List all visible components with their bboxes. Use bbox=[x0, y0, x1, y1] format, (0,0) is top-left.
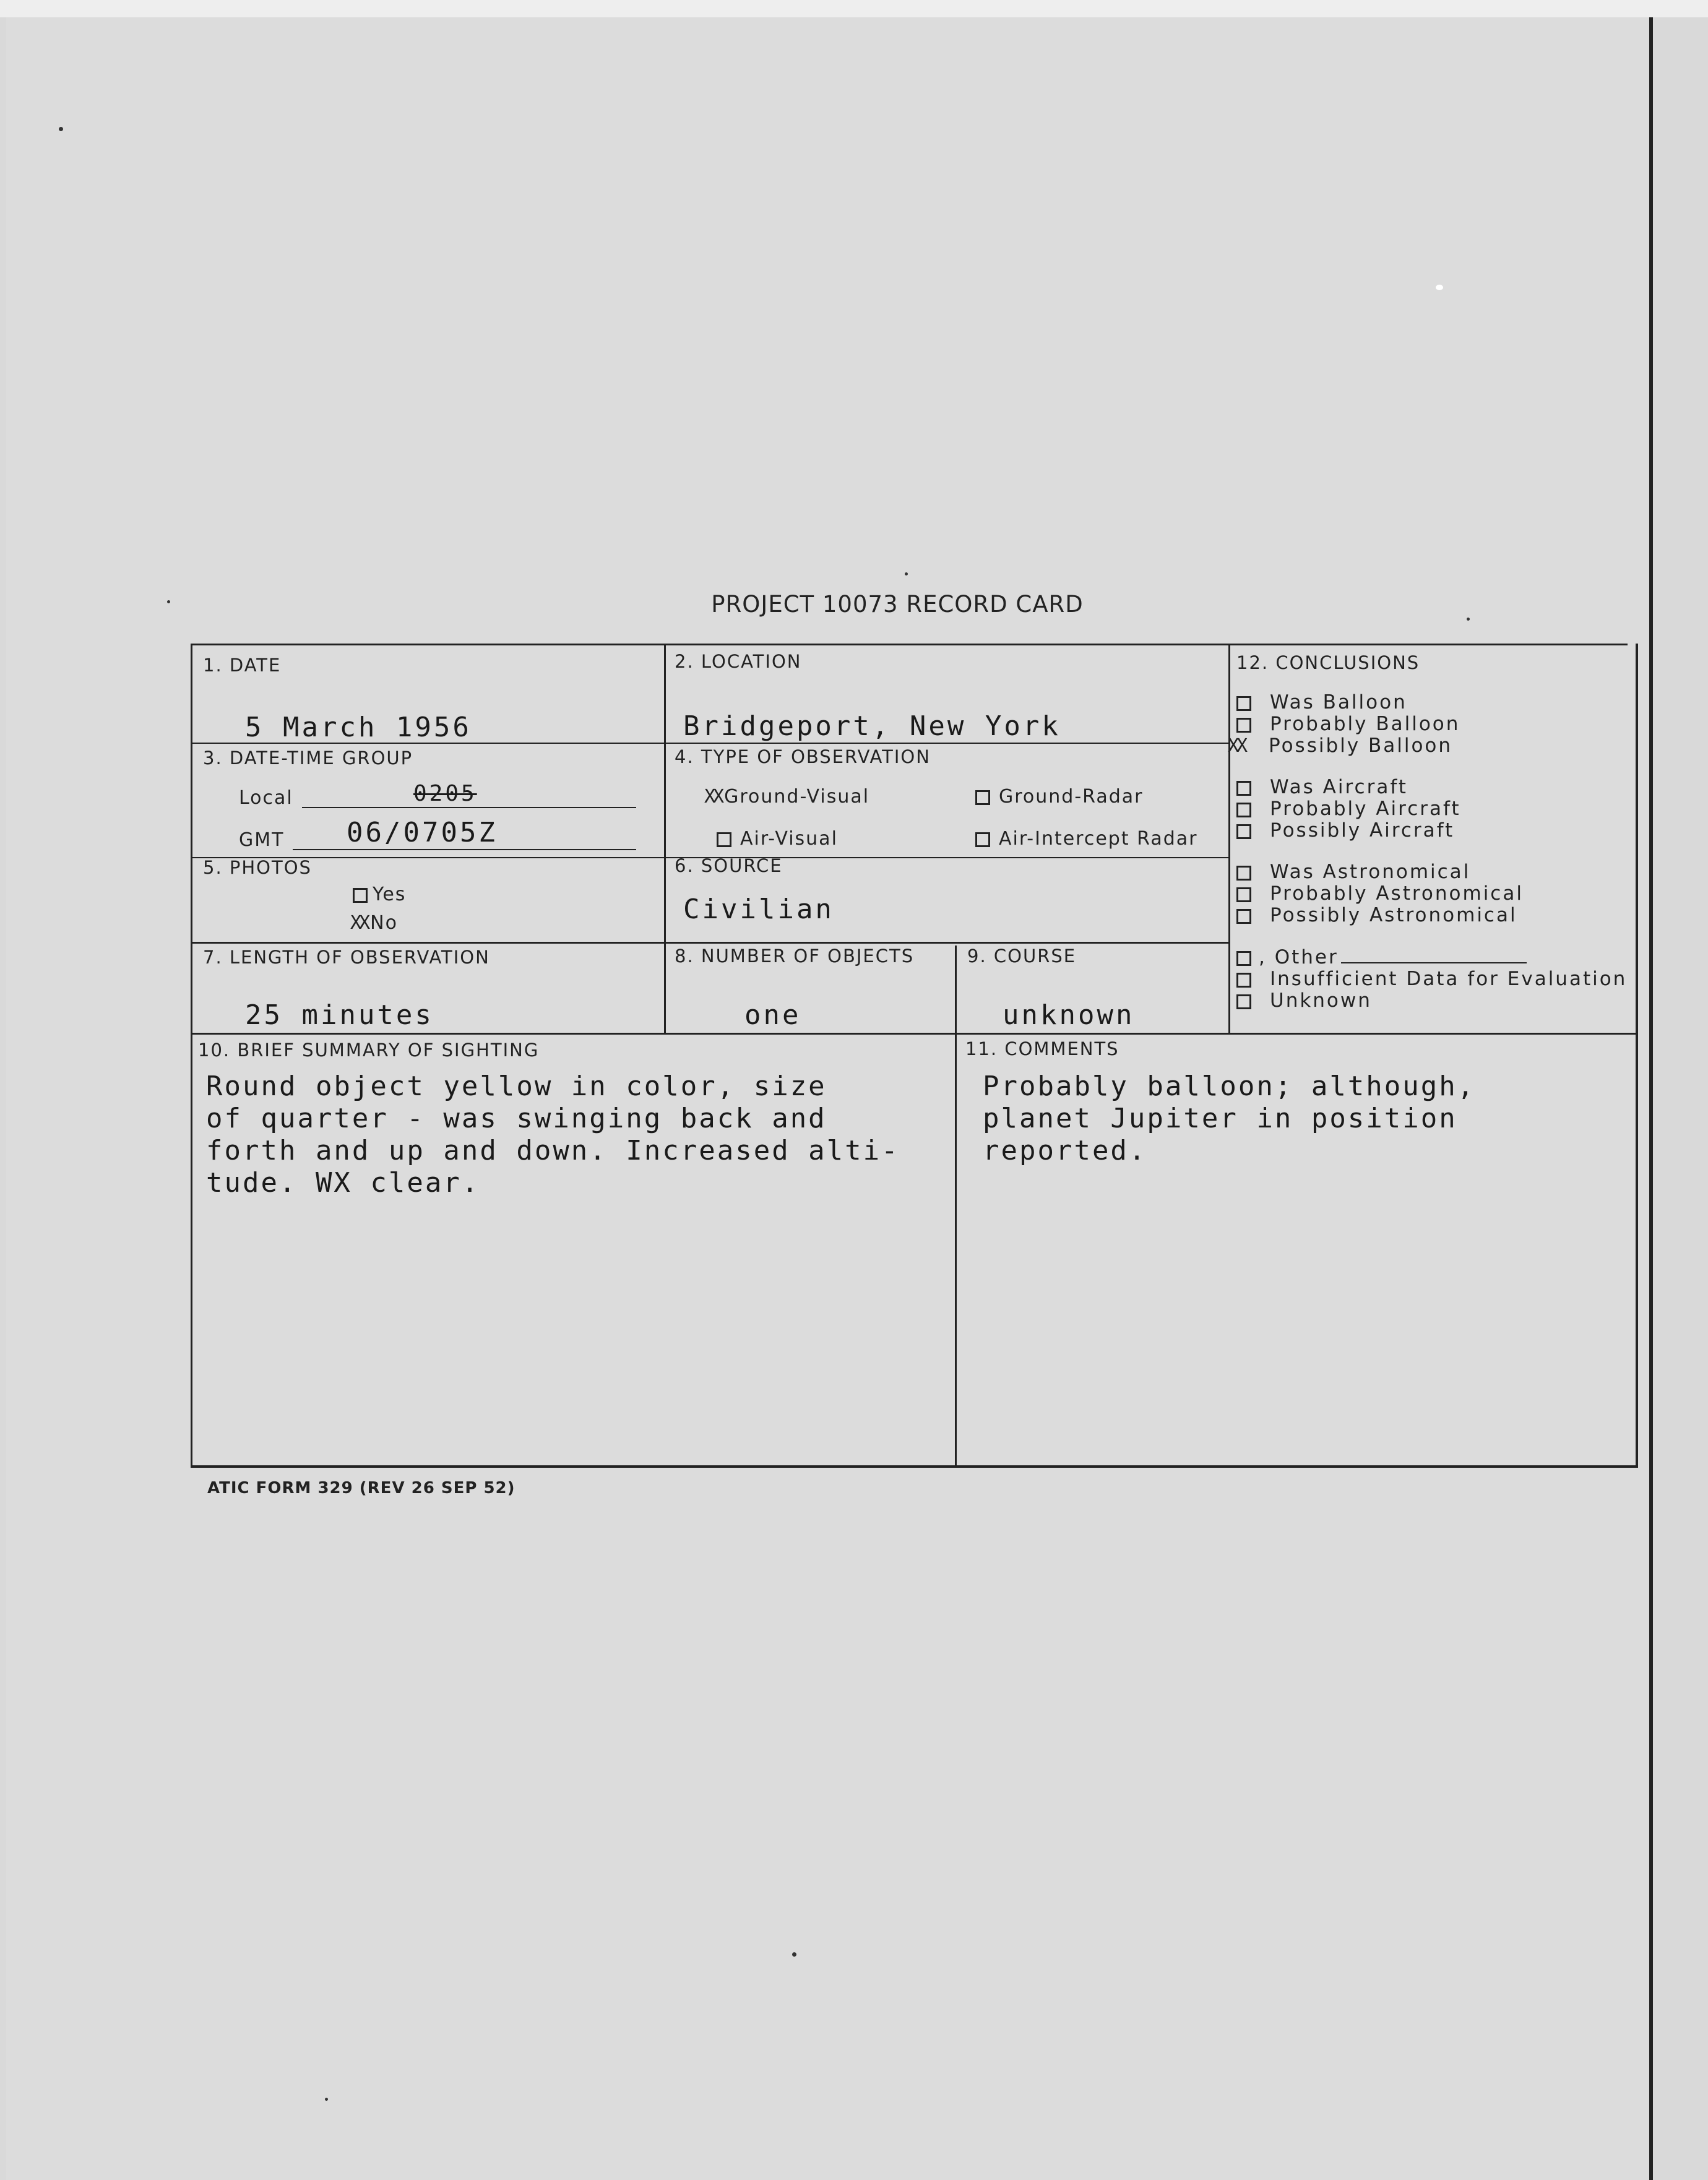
option-photos-no bbox=[350, 912, 398, 934]
summary-line: forth and up and down. Increased alti- bbox=[206, 1135, 900, 1166]
checkbox-icon bbox=[1236, 696, 1251, 711]
divider-v-3 bbox=[955, 946, 957, 1467]
checkbox-icon bbox=[1236, 951, 1251, 966]
ground-radar-label: Ground-Radar bbox=[999, 786, 1144, 808]
summary-line: of quarter - was swinging back and bbox=[206, 1103, 827, 1134]
location-value: Bridgeport, New York bbox=[683, 710, 1061, 742]
air-intercept-radar-label: Air-Intercept Radar bbox=[999, 828, 1198, 850]
record-card bbox=[191, 644, 1639, 1467]
comments-text bbox=[983, 1071, 1475, 1167]
photos-yes-label: Yes bbox=[373, 884, 407, 905]
conclusion-item: Was Aircraft bbox=[1236, 777, 1461, 798]
divider-h-3 bbox=[191, 942, 1228, 944]
other-underline bbox=[1341, 962, 1527, 963]
summary-label: 10. BRIEF SUMMARY OF SIGHTING bbox=[198, 1040, 540, 1061]
scan-speck bbox=[1436, 285, 1443, 290]
conclusion-item: Was Balloon bbox=[1236, 692, 1460, 713]
divider-v-2 bbox=[1228, 644, 1230, 1033]
local-value: 0205 bbox=[413, 781, 477, 806]
location-label: 2. LOCATION bbox=[675, 651, 802, 672]
conclusions-group-balloon bbox=[1228, 691, 1460, 757]
checkbox-icon bbox=[1236, 824, 1251, 839]
checked-mark: XX bbox=[350, 912, 368, 934]
checkbox-icon bbox=[353, 888, 368, 903]
comments-line: reported. bbox=[983, 1135, 1147, 1166]
conclusion-item: Probably Balloon bbox=[1236, 713, 1460, 735]
option-ground-radar bbox=[975, 786, 1144, 808]
checkbox-icon bbox=[1236, 781, 1251, 796]
local-underline bbox=[302, 807, 636, 808]
card-top-border bbox=[191, 644, 1628, 645]
card-bottom-border bbox=[191, 1465, 1638, 1468]
comments-line: Probably balloon; although, bbox=[983, 1071, 1476, 1102]
conclusions-group-other bbox=[1236, 947, 1627, 1012]
scan-speck bbox=[59, 127, 63, 131]
checkbox-icon bbox=[1236, 803, 1251, 817]
checkbox-icon bbox=[1236, 994, 1251, 1009]
scan-speck bbox=[792, 1952, 796, 1957]
conclusion-item-checked: XX Possibly Balloon bbox=[1228, 735, 1453, 757]
option-ground-visual bbox=[704, 786, 869, 808]
checkbox-icon bbox=[975, 832, 990, 847]
course-label: 9. COURSE bbox=[967, 946, 1077, 967]
local-label: Local bbox=[239, 787, 293, 809]
conclusion-item-other: , Other bbox=[1236, 947, 1627, 968]
comments-label: 11. COMMENTS bbox=[965, 1038, 1119, 1059]
conclusions-label: 12. CONCLUSIONS bbox=[1236, 652, 1420, 673]
option-air-intercept-radar bbox=[975, 828, 1197, 850]
length-label: 7. LENGTH OF OBSERVATION bbox=[203, 947, 490, 968]
gmt-label: GMT bbox=[239, 829, 285, 851]
scan-speck bbox=[905, 572, 908, 575]
conclusion-item: Possibly Aircraft bbox=[1236, 820, 1461, 842]
checkbox-icon bbox=[1236, 866, 1251, 881]
scan-speck bbox=[167, 600, 170, 603]
photos-label: 5. PHOTOS bbox=[203, 857, 312, 878]
checkbox-icon bbox=[1236, 909, 1251, 924]
gmt-underline bbox=[293, 849, 636, 850]
conclusions-group-aircraft bbox=[1236, 777, 1461, 842]
card-right-border bbox=[1636, 644, 1638, 1467]
option-photos-yes bbox=[353, 884, 406, 905]
checked-mark: XX bbox=[704, 786, 722, 808]
conclusion-item: Insufficient Data for Evaluation bbox=[1236, 968, 1627, 990]
card-title: PROJECT 10073 RECORD CARD bbox=[711, 591, 1084, 618]
scan-speck bbox=[325, 2098, 328, 2101]
checkbox-icon bbox=[1236, 973, 1251, 988]
number-of-objects-label: 8. NUMBER OF OBJECTS bbox=[675, 946, 915, 967]
comments-line: planet Jupiter in position bbox=[983, 1103, 1457, 1134]
scan-top-band bbox=[0, 0, 1708, 17]
source-label: 6. SOURCE bbox=[675, 855, 783, 876]
conclusions-group-astronomical bbox=[1236, 861, 1524, 926]
conclusion-item: Possibly Astronomical bbox=[1236, 905, 1524, 926]
course-value: unknown bbox=[1003, 999, 1135, 1031]
date-value: 5 March 1956 bbox=[245, 712, 472, 743]
ground-visual-label: Ground-Visual bbox=[724, 786, 870, 808]
summary-line: Round object yellow in color, size bbox=[206, 1071, 827, 1102]
gmt-value: 06/0705Z bbox=[347, 817, 498, 848]
form-number-footer: ATIC FORM 329 (REV 26 SEP 52) bbox=[207, 1479, 515, 1497]
checkbox-icon bbox=[1236, 718, 1251, 733]
checkbox-icon bbox=[717, 832, 731, 847]
number-of-objects-value: one bbox=[744, 999, 801, 1031]
checkbox-icon bbox=[1236, 887, 1251, 902]
length-value: 25 minutes bbox=[245, 999, 434, 1031]
conclusion-item: Probably Astronomical bbox=[1236, 883, 1524, 905]
divider-h-4 bbox=[191, 1033, 1638, 1035]
scan-speck bbox=[1467, 618, 1470, 621]
summary-line: tude. WX clear. bbox=[206, 1167, 480, 1199]
photos-no-label: No bbox=[370, 912, 398, 934]
date-time-group-label: 3. DATE-TIME GROUP bbox=[203, 747, 413, 769]
summary-text bbox=[206, 1071, 900, 1199]
checked-mark: XX bbox=[1228, 735, 1246, 757]
type-of-observation-label: 4. TYPE OF OBSERVATION bbox=[675, 746, 931, 767]
card-left-border bbox=[191, 644, 192, 1467]
conclusion-item: Unknown bbox=[1236, 990, 1627, 1012]
source-value: Civilian bbox=[683, 894, 834, 925]
air-visual-label: Air-Visual bbox=[740, 828, 838, 850]
date-label: 1. DATE bbox=[203, 655, 282, 676]
checkbox-icon bbox=[975, 790, 990, 805]
conclusion-item: Was Astronomical bbox=[1236, 861, 1524, 883]
conclusion-item: Probably Aircraft bbox=[1236, 798, 1461, 820]
option-air-visual bbox=[717, 828, 838, 850]
divider-v-1 bbox=[664, 644, 666, 1033]
